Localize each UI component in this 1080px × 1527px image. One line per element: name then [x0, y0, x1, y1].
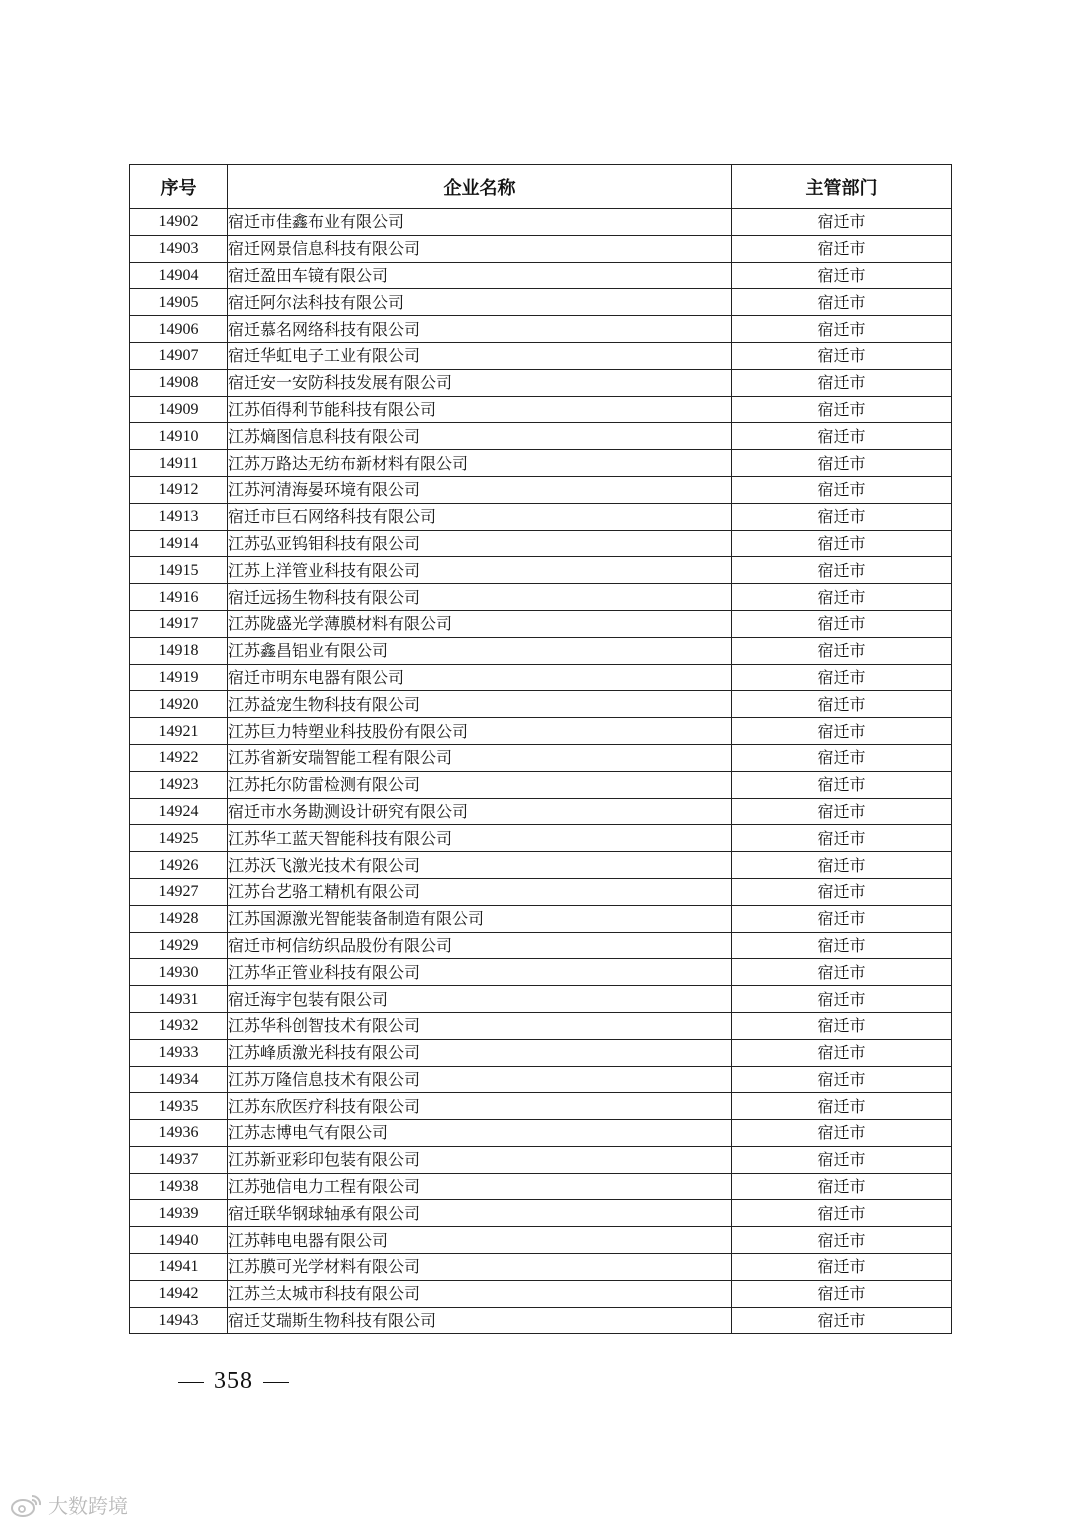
table-row — [130, 1066, 952, 1093]
cell-department: 宿迁市 — [732, 369, 952, 396]
cell-enterprise-name: 宿迁华虹电子工业有限公司 — [228, 342, 732, 369]
cell-enterprise-name: 江苏沃飞激光技术有限公司 — [228, 852, 732, 879]
cell-serial-number: 14922 — [130, 744, 228, 771]
cell-serial-number: 14921 — [130, 718, 228, 745]
cell-serial-number: 14917 — [130, 610, 228, 637]
cell-enterprise-name: 江苏新亚彩印包装有限公司 — [228, 1146, 732, 1173]
table-row — [130, 1280, 952, 1307]
table-row — [130, 476, 952, 503]
cell-enterprise-name: 江苏佰得利节能科技有限公司 — [228, 396, 732, 423]
cell-serial-number: 14928 — [130, 905, 228, 932]
cell-serial-number: 14904 — [130, 262, 228, 289]
cell-enterprise-name: 江苏弘亚钨钼科技有限公司 — [228, 530, 732, 557]
cell-department: 宿迁市 — [732, 1227, 952, 1254]
cell-department: 宿迁市 — [732, 209, 952, 236]
watermark — [10, 1490, 128, 1519]
table-body — [130, 209, 952, 1334]
cell-serial-number: 14927 — [130, 878, 228, 905]
cell-serial-number: 14916 — [130, 584, 228, 611]
table-row — [130, 986, 952, 1013]
page-number — [168, 1368, 299, 1395]
cell-department: 宿迁市 — [732, 959, 952, 986]
cell-enterprise-name: 宿迁远扬生物科技有限公司 — [228, 584, 732, 611]
cell-enterprise-name: 江苏上洋管业科技有限公司 — [228, 557, 732, 584]
cell-serial-number: 14912 — [130, 476, 228, 503]
cell-department: 宿迁市 — [732, 1200, 952, 1227]
cell-serial-number: 14919 — [130, 664, 228, 691]
cell-serial-number: 14943 — [130, 1307, 228, 1334]
cell-department: 宿迁市 — [732, 691, 952, 718]
header-serial-number: 序号 — [130, 165, 228, 209]
table-row — [130, 610, 952, 637]
cell-enterprise-name: 宿迁市柯信纺织品股份有限公司 — [228, 932, 732, 959]
cell-enterprise-name: 宿迁市巨石网络科技有限公司 — [228, 503, 732, 530]
cell-enterprise-name: 宿迁海宇包装有限公司 — [228, 986, 732, 1013]
cell-enterprise-name: 江苏益宠生物科技有限公司 — [228, 691, 732, 718]
table-row — [130, 1173, 952, 1200]
cell-department: 宿迁市 — [732, 1120, 952, 1147]
table-row — [130, 878, 952, 905]
cell-department: 宿迁市 — [732, 476, 952, 503]
cell-department: 宿迁市 — [732, 718, 952, 745]
cell-serial-number: 14903 — [130, 235, 228, 262]
cell-department: 宿迁市 — [732, 825, 952, 852]
cell-department: 宿迁市 — [732, 316, 952, 343]
cell-enterprise-name: 宿迁安一安防科技发展有限公司 — [228, 369, 732, 396]
cell-department: 宿迁市 — [732, 878, 952, 905]
table-row — [130, 503, 952, 530]
cell-enterprise-name: 宿迁联华钢球轴承有限公司 — [228, 1200, 732, 1227]
cell-serial-number: 14911 — [130, 450, 228, 477]
table-row — [130, 1254, 952, 1281]
header-row — [130, 165, 952, 209]
cell-department: 宿迁市 — [732, 798, 952, 825]
table-row — [130, 235, 952, 262]
cell-department: 宿迁市 — [732, 289, 952, 316]
cell-serial-number: 14929 — [130, 932, 228, 959]
table-row — [130, 1012, 952, 1039]
weibo-logo-icon — [10, 1492, 44, 1518]
cell-enterprise-name: 江苏熵图信息科技有限公司 — [228, 423, 732, 450]
cell-serial-number: 14923 — [130, 771, 228, 798]
cell-serial-number: 14935 — [130, 1093, 228, 1120]
cell-enterprise-name: 江苏志博电气有限公司 — [228, 1120, 732, 1147]
table-row — [130, 905, 952, 932]
cell-serial-number: 14939 — [130, 1200, 228, 1227]
table-row — [130, 557, 952, 584]
table-row — [130, 1200, 952, 1227]
cell-enterprise-name: 江苏托尔防雷检测有限公司 — [228, 771, 732, 798]
table-row — [130, 369, 952, 396]
table-row — [130, 1093, 952, 1120]
cell-serial-number: 14913 — [130, 503, 228, 530]
cell-department: 宿迁市 — [732, 744, 952, 771]
table-row — [130, 316, 952, 343]
table-row — [130, 744, 952, 771]
cell-serial-number: 14936 — [130, 1120, 228, 1147]
table-row — [130, 1227, 952, 1254]
table-row — [130, 1039, 952, 1066]
table-row — [130, 584, 952, 611]
table-row — [130, 852, 952, 879]
cell-department: 宿迁市 — [732, 584, 952, 611]
page-number-dash-right — [263, 1382, 289, 1383]
table-row — [130, 1120, 952, 1147]
cell-department: 宿迁市 — [732, 396, 952, 423]
table-row — [130, 342, 952, 369]
cell-enterprise-name: 江苏省新安瑞智能工程有限公司 — [228, 744, 732, 771]
table-row — [130, 262, 952, 289]
cell-department: 宿迁市 — [732, 637, 952, 664]
cell-enterprise-name: 宿迁网景信息科技有限公司 — [228, 235, 732, 262]
cell-department: 宿迁市 — [732, 1146, 952, 1173]
cell-serial-number: 14907 — [130, 342, 228, 369]
cell-serial-number: 14915 — [130, 557, 228, 584]
cell-serial-number: 14908 — [130, 369, 228, 396]
cell-department: 宿迁市 — [732, 557, 952, 584]
cell-department: 宿迁市 — [732, 1039, 952, 1066]
table-row — [130, 932, 952, 959]
cell-department: 宿迁市 — [732, 905, 952, 932]
table-row — [130, 289, 952, 316]
cell-enterprise-name: 宿迁市明东电器有限公司 — [228, 664, 732, 691]
cell-department: 宿迁市 — [732, 1012, 952, 1039]
cell-enterprise-name: 宿迁市佳鑫布业有限公司 — [228, 209, 732, 236]
cell-department: 宿迁市 — [732, 664, 952, 691]
cell-serial-number: 14932 — [130, 1012, 228, 1039]
cell-serial-number: 14937 — [130, 1146, 228, 1173]
cell-serial-number: 14930 — [130, 959, 228, 986]
page-number-value: 358 — [214, 1368, 253, 1394]
cell-enterprise-name: 江苏膜可光学材料有限公司 — [228, 1254, 732, 1281]
cell-serial-number: 14909 — [130, 396, 228, 423]
cell-department: 宿迁市 — [732, 1307, 952, 1334]
table-row — [130, 798, 952, 825]
cell-department: 宿迁市 — [732, 1280, 952, 1307]
cell-serial-number: 14938 — [130, 1173, 228, 1200]
cell-enterprise-name: 江苏陇盛光学薄膜材料有限公司 — [228, 610, 732, 637]
cell-serial-number: 14918 — [130, 637, 228, 664]
cell-department: 宿迁市 — [732, 771, 952, 798]
cell-department: 宿迁市 — [732, 450, 952, 477]
table-row — [130, 959, 952, 986]
cell-enterprise-name: 江苏河清海晏环境有限公司 — [228, 476, 732, 503]
cell-enterprise-name: 宿迁市水务勘测设计研究有限公司 — [228, 798, 732, 825]
cell-enterprise-name: 江苏兰太城市科技有限公司 — [228, 1280, 732, 1307]
table-row — [130, 771, 952, 798]
enterprise-table — [129, 164, 952, 1334]
table-row — [130, 691, 952, 718]
table-row — [130, 718, 952, 745]
table-row — [130, 825, 952, 852]
table-row — [130, 1146, 952, 1173]
cell-enterprise-name: 宿迁阿尔法科技有限公司 — [228, 289, 732, 316]
cell-enterprise-name: 江苏弛信电力工程有限公司 — [228, 1173, 732, 1200]
table-row — [130, 396, 952, 423]
header-department: 主管部门 — [732, 165, 952, 209]
cell-department: 宿迁市 — [732, 423, 952, 450]
table-row — [130, 209, 952, 236]
watermark-text: 大数跨境 — [48, 1494, 128, 1518]
cell-enterprise-name: 宿迁盈田车镜有限公司 — [228, 262, 732, 289]
cell-serial-number: 14926 — [130, 852, 228, 879]
cell-department: 宿迁市 — [732, 530, 952, 557]
cell-serial-number: 14920 — [130, 691, 228, 718]
table-row — [130, 637, 952, 664]
cell-enterprise-name: 江苏巨力特塑业科技股份有限公司 — [228, 718, 732, 745]
cell-serial-number: 14931 — [130, 986, 228, 1013]
header-enterprise-name: 企业名称 — [228, 165, 732, 209]
cell-enterprise-name: 江苏万隆信息技术有限公司 — [228, 1066, 732, 1093]
cell-enterprise-name: 江苏国源激光智能装备制造有限公司 — [228, 905, 732, 932]
cell-department: 宿迁市 — [732, 932, 952, 959]
cell-serial-number: 14940 — [130, 1227, 228, 1254]
cell-department: 宿迁市 — [732, 610, 952, 637]
cell-enterprise-name: 江苏华工蓝天智能科技有限公司 — [228, 825, 732, 852]
cell-serial-number: 14942 — [130, 1280, 228, 1307]
cell-enterprise-name: 江苏东欣医疗科技有限公司 — [228, 1093, 732, 1120]
cell-enterprise-name: 江苏万路达无纺布新材料有限公司 — [228, 450, 732, 477]
cell-serial-number: 14902 — [130, 209, 228, 236]
cell-serial-number: 14925 — [130, 825, 228, 852]
table-header — [130, 165, 952, 209]
cell-enterprise-name: 江苏华正管业科技有限公司 — [228, 959, 732, 986]
cell-serial-number: 14914 — [130, 530, 228, 557]
cell-enterprise-name: 宿迁艾瑞斯生物科技有限公司 — [228, 1307, 732, 1334]
table-row — [130, 450, 952, 477]
cell-serial-number: 14941 — [130, 1254, 228, 1281]
cell-serial-number: 14933 — [130, 1039, 228, 1066]
cell-enterprise-name: 江苏台艺骆工精机有限公司 — [228, 878, 732, 905]
cell-department: 宿迁市 — [732, 235, 952, 262]
page-number-dash-left — [178, 1382, 204, 1383]
table-row — [130, 423, 952, 450]
cell-department: 宿迁市 — [732, 986, 952, 1013]
cell-department: 宿迁市 — [732, 503, 952, 530]
table-row — [130, 530, 952, 557]
cell-department: 宿迁市 — [732, 1173, 952, 1200]
cell-serial-number: 14906 — [130, 316, 228, 343]
cell-department: 宿迁市 — [732, 1254, 952, 1281]
cell-serial-number: 14910 — [130, 423, 228, 450]
cell-department: 宿迁市 — [732, 342, 952, 369]
cell-enterprise-name: 江苏峰质激光科技有限公司 — [228, 1039, 732, 1066]
cell-serial-number: 14905 — [130, 289, 228, 316]
cell-enterprise-name: 江苏韩电电器有限公司 — [228, 1227, 732, 1254]
cell-enterprise-name: 宿迁慕名网络科技有限公司 — [228, 316, 732, 343]
table-row — [130, 664, 952, 691]
cell-department: 宿迁市 — [732, 852, 952, 879]
cell-department: 宿迁市 — [732, 1093, 952, 1120]
cell-serial-number: 14934 — [130, 1066, 228, 1093]
table-row — [130, 1307, 952, 1334]
cell-department: 宿迁市 — [732, 1066, 952, 1093]
cell-department: 宿迁市 — [732, 262, 952, 289]
cell-serial-number: 14924 — [130, 798, 228, 825]
cell-enterprise-name: 江苏华科创智技术有限公司 — [228, 1012, 732, 1039]
cell-enterprise-name: 江苏鑫昌铝业有限公司 — [228, 637, 732, 664]
